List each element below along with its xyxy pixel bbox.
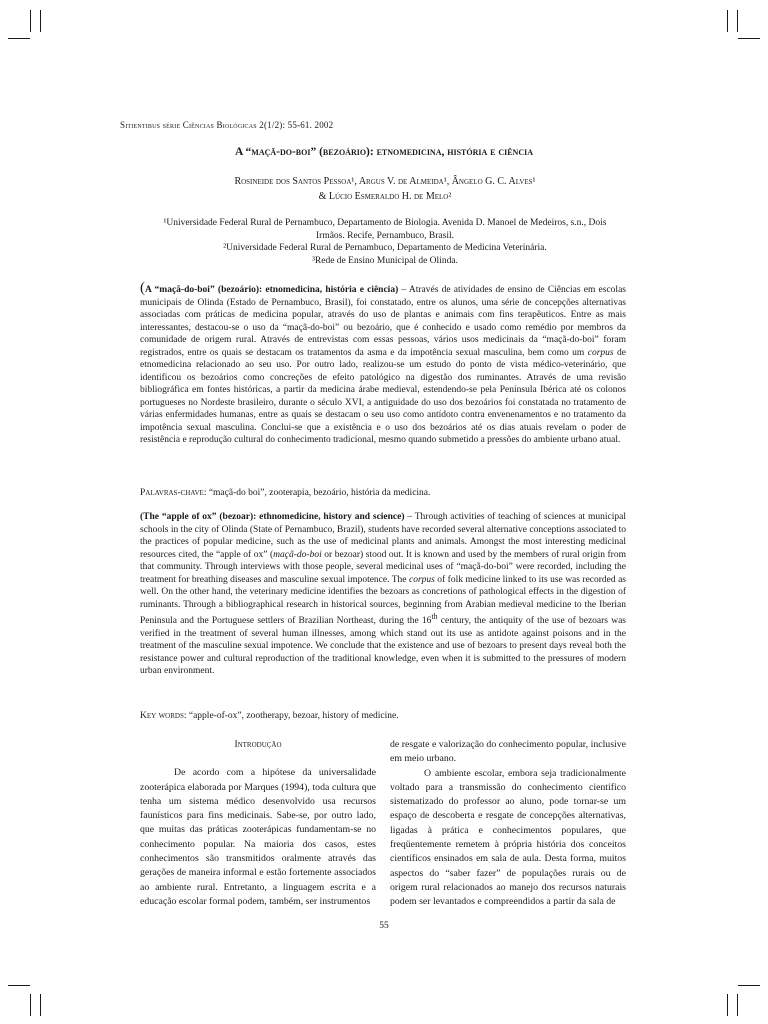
affiliation-3: ³Rede de Ensino Municipal de Olinda. [312, 255, 458, 266]
keywords-pt-label: Palavras-chave [140, 488, 204, 498]
journal-header: Sitientibus série Ciências Biológicas 2(1/2): 55-61. 2002 [120, 120, 334, 130]
crop-mark [40, 994, 41, 1016]
abstract-en-corpus: corpus [408, 574, 435, 585]
abstract-english [140, 511, 626, 678]
keywords-en-label: Key words [140, 711, 184, 721]
abstract-en-title: (The “apple of ox” (bezoar): ethnomedicine, history and science) [140, 512, 405, 522]
authors-line-2: & Lúcio Esmeraldo H. de Melo² [318, 191, 452, 202]
authors-line-1: Rosineide dos Santos Pessoa¹, Argus V. de Almeida¹, Ângelo G. C. Alves¹ [234, 176, 536, 187]
article-title: A “maçã-do-boi” (bezoário): etnomedicina, história e ciência [234, 146, 534, 158]
crop-mark [738, 38, 760, 39]
abstract-pt-text: – Através de atividades de ensino de Ciências em escolas municipais de Olinda (Estado de Pernambuco, Brasil), foi constatado, entre os alunos, uma série de concepções alternativas associadas com práticas de medicina popular, através do uso de plantas e animais com fins terapêuticos. Entre as mais interessantes, destacou-se o uso da “maçã-do-boi” ou bezoário, que é conhecido e usado como remédio por membros da comunidade de origem rural. Através de entrevistas com essas pessoas, vários usos medicinais da “maçã-do-boi” foram registrados, entre os quais se destacam os tratamentos da asma e da impotência sexual masculina, bem como um [140, 285, 626, 358]
keywords-en-text: : “apple-of-ox”, zootherapy, bezoar, history of medicine. [183, 711, 399, 721]
crop-mark [8, 985, 30, 986]
abstract-en-superscript: th [431, 612, 438, 621]
abstract-paren: ( [140, 280, 145, 296]
keywords-english [140, 710, 626, 722]
abstract-en-text: – Through activities of teaching of sciences at municipal schools in the city of Olinda (State of Pernambuco, Brazil), students have recorded several alternative conceptions associated to the practices of popular medicine, such as the use of medicinal plants and animals. Amongst the most interesting medicinal resources cited, the “apple of ox” ( [140, 512, 627, 560]
crop-mark [727, 10, 728, 32]
crop-mark [8, 38, 30, 39]
author-list [150, 174, 620, 204]
crop-mark [738, 985, 760, 986]
affiliation-1: ¹Universidade Federal Rural de Pernambuco, Departamento de Biologia. Avenida D. Manoel de Medeiros, s.n., Dois Irmãos. Recife, Pernambuco, Brasil. [163, 218, 607, 241]
crop-mark [30, 994, 31, 1016]
crop-mark [30, 10, 31, 32]
abstract-pt-title: A “maçã-do-boi” (bezoário): etnomedicina, história e ciência) [145, 285, 399, 295]
abstract-pt-text-cont: de etnomedicina relacionado ao seu uso. Por outro lado, realizou-se um estudo do ponto de vista médico-veterinário, que identificou os bezoários como concreções de efeito patológico na digestão dos ruminantes. Através de uma revisão bibliográfica em fontes históricas, a partir da medicina árabe medieval, estendendo-se pela Península Ibérica até os colonos portugueses no Nordeste brasileiro, durante o século XVI, a antiguidade do uso dos bezoários foi constatada no tratamento de várias enfermidades humanas, entre as quais se destacam o seu uso como antídoto contra envenenamentos e no tratamento da impotência sexual masculina. Conclui-se que a existência e o uso dos bezoários até os dias atuais revelam o poder de resistência e reprodução cultural do conhecimento tradicional, mesmo quando submetido a pressões do ambiente urbano atual. [140, 347, 627, 445]
affiliation-2: ²Universidade Federal Rural de Pernambuco, Departamento de Medicina Veterinária. [223, 243, 547, 253]
crop-mark [737, 10, 738, 32]
abstract-en-italic-term: maçã-do-boi [273, 549, 322, 560]
body-column-right [390, 738, 626, 910]
affiliations [150, 217, 620, 267]
page-number: 55 [379, 921, 389, 931]
abstract-en-text-2: or bezoar) stood out. It is known and used by the members of rural origin from that community. Through interviews with those people, several medicinal uses of “maçã-do-boi” were recorded, including the treatment for breathing diseases and masculine sexual impotence. The [140, 549, 626, 585]
crop-mark [40, 10, 41, 32]
keywords-portuguese [140, 487, 626, 499]
body-paragraph: De acordo com a hipótese da universalidade zooterápica elaborada por Marques (1994), toda cultura que tenha um sistema médico desenvolvido usa recursos faunísticos para fins medicinais. Sabe-se, por outro lado, que muitas das práticas zooterápicas fundamentam-se no conhecimento popular. Na maioria dos casos, estes conhecimentos são transmitidos oralmente através das gerações de maneira informal e estão fortemente associados ao ambiente rural. Entretanto, a linguagem escrita e a educação escolar formal podem, também, ser instrumentos [140, 767, 376, 907]
body-column-left [140, 738, 376, 909]
abstract-portuguese [140, 282, 626, 447]
body-paragraph-continued: de resgate e valorização do conhecimento popular, inclusive em meio urbano. [390, 739, 626, 765]
abstract-en-text-4: century, the antiquity of the use of bezoars was verified in the treatment of several human illnesses, among which stand out its use as antidote against poisons and in the treatment of the masculine sexual impotence. We conclude that the existence and use of bezoars to present days reveal both the resistance power and cultural reproduction of the traditional knowledge, even when it is submitted to the pressures of modern urban environment. [140, 616, 626, 677]
abstract-en-text-3: of folk medicine linked to its use was recorded as well. On the other hand, the veterinary medicine identifies the bezoars as concretions of pathological effects in the digestion of ruminants. Through a bibliographical research in historical sources, beginning from Arabian medieval medicine to the Iberian Peninsula and the Portuguese settlers of Brazilian Northeast, during the 16 [140, 574, 626, 627]
crop-mark [737, 994, 738, 1016]
body-paragraph: O ambiente escolar, embora seja tradicionalmente voltado para a transmissão do conhecimento científico sistematizado do professor ao aluno, pode tornar-se um espaço de descoberta e resgate de concepções alternativas, ligadas à prática e conhecimentos populares, que freqüentemente remetem à própria história dos conceitos científicos ensinados em sala de aula. Desta forma, muitos aspectos do “saber fazer” de populações rurais ou de origem rural relacionados ao manejo dos recursos naturais podem ser levantados e compreendidos a partir da sala de [390, 767, 626, 908]
keywords-pt-text: : “maçã-do boi”, zooterapia, bezoário, história da medicina. [203, 488, 431, 498]
section-title-introduction: Introdução [234, 740, 282, 750]
abstract-pt-corpus: corpus [587, 347, 614, 358]
crop-mark [727, 994, 728, 1016]
